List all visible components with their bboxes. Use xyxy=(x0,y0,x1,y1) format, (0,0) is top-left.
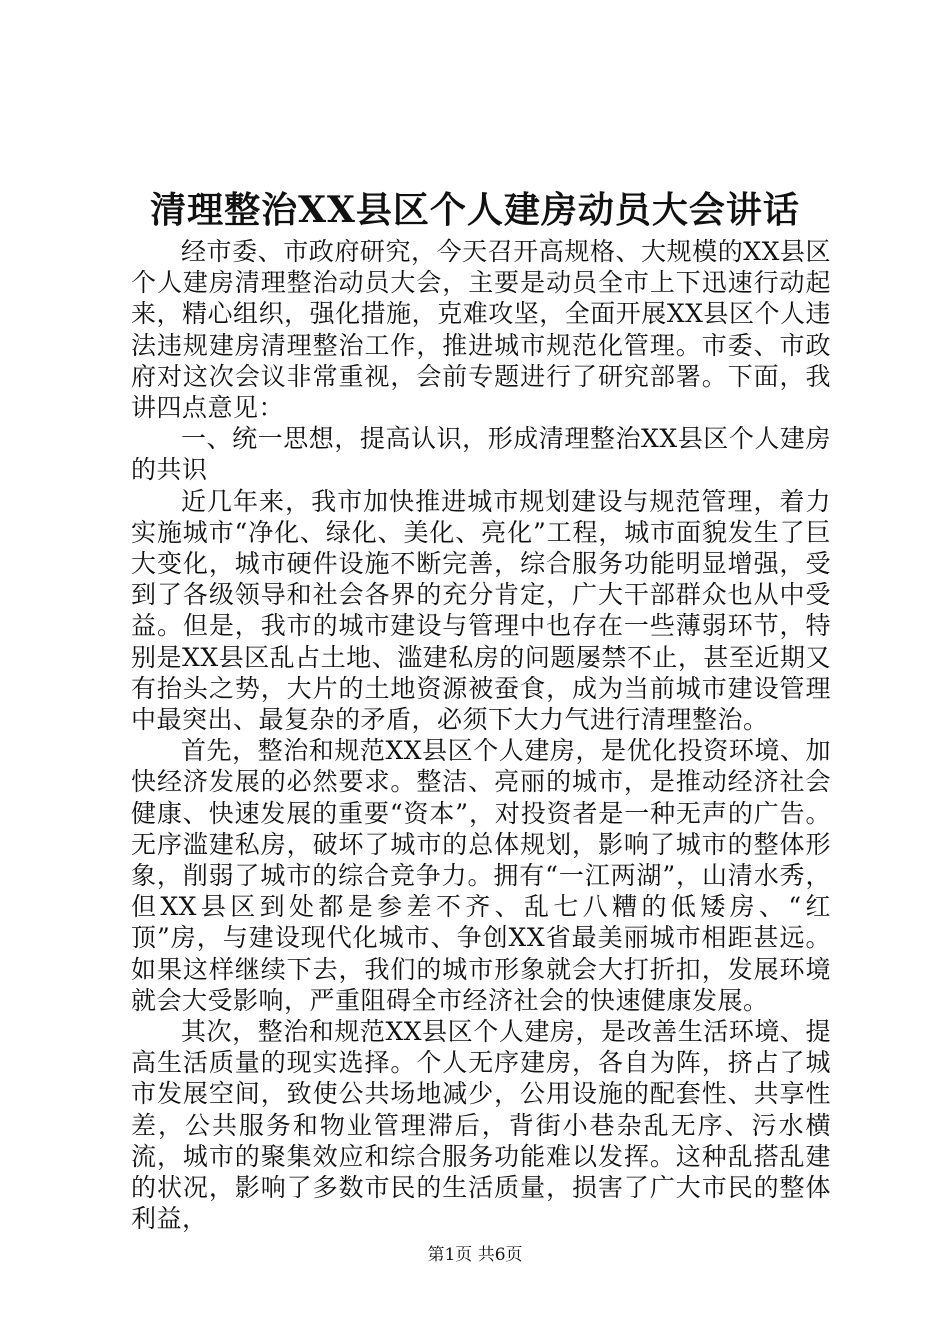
paragraph-background: 近几年来，我市加快推进城市规划建设与规范管理，着力实施城市“净化、绿化、美化、亮化”工程，城市面貌发生了巨大变化，城市硬件设施不断完善，综合服务功能明显增强，受到了各级领导和社会各界的充分肯定，广大干部群众也从中受益。但是，我市的城市建设与管理中也存在一些薄弱环节，特别是XX县区乱占土地、滥建私房的问题屡禁不止，甚至近期又有抬头之势，大片的土地资源被蚕食，成为当前城市建设管理中最突出、最复杂的矛盾，必须下大力气进行清理整治。 xyxy=(131,486,831,735)
page-number-footer: 第1页 共6页 xyxy=(427,1245,523,1265)
paragraph-second-point: 其次，整治和规范XX县区个人建房，是改善生活环境、提高生活质量的现实选择。个人无序建房，各自为阵，挤占了城市发展空间，致使公共场地减少，公用设施的配套性、共享性差，公共服务和物业管理滞后，背街小巷杂乱无序、污水横流，城市的聚集效应和综合服务功能难以发挥。这种乱搭乱建的状况，影响了多数市民的生活质量，损害了广大市民的整体利益， xyxy=(131,1017,831,1234)
paragraph-first-point: 首先，整治和规范XX县区个人建房，是优化投资环境、加快经济发展的必然要求。整洁、亮丽的城市，是推动经济社会健康、快速发展的重要“资本”，对投资者是一种无声的广告。无序滥建私房，破坏了城市的总体规划，影响了城市的整体形象，削弱了城市的综合竞争力。拥有“一江两湖”，山清水秀，但XX县区到处都是参差不齐、乱七八糟的低矮房、“红顶”房，与建设现代化城市、争创XX省最美丽城市相距甚远。如果这样继续下去，我们的城市形象就会大打折扣，发展环境就会大受影响，严重阻碍全市经济社会的快速健康发展。 xyxy=(131,736,831,1015)
document-title: 清理整治XX县区个人建房动员大会讲话 xyxy=(150,189,800,231)
paragraph-section-heading: 一、统一思想，提高认识，形成清理整治XX县区个人建房的共识 xyxy=(131,424,831,485)
paragraph-intro: 经市委、市政府研究，今天召开高规格、大规模的XX县区个人建房清理整治动员大会，主要是动员全市上下迅速行动起来，精心组织，强化措施，克难攻坚，全面开展XX县区个人违法违规建房清理整治工作，推进城市规范化管理。市委、市政府对这次会议非常重视，会前专题进行了研究部署。下面，我讲四点意见： xyxy=(131,237,831,423)
document-body xyxy=(131,236,831,1235)
